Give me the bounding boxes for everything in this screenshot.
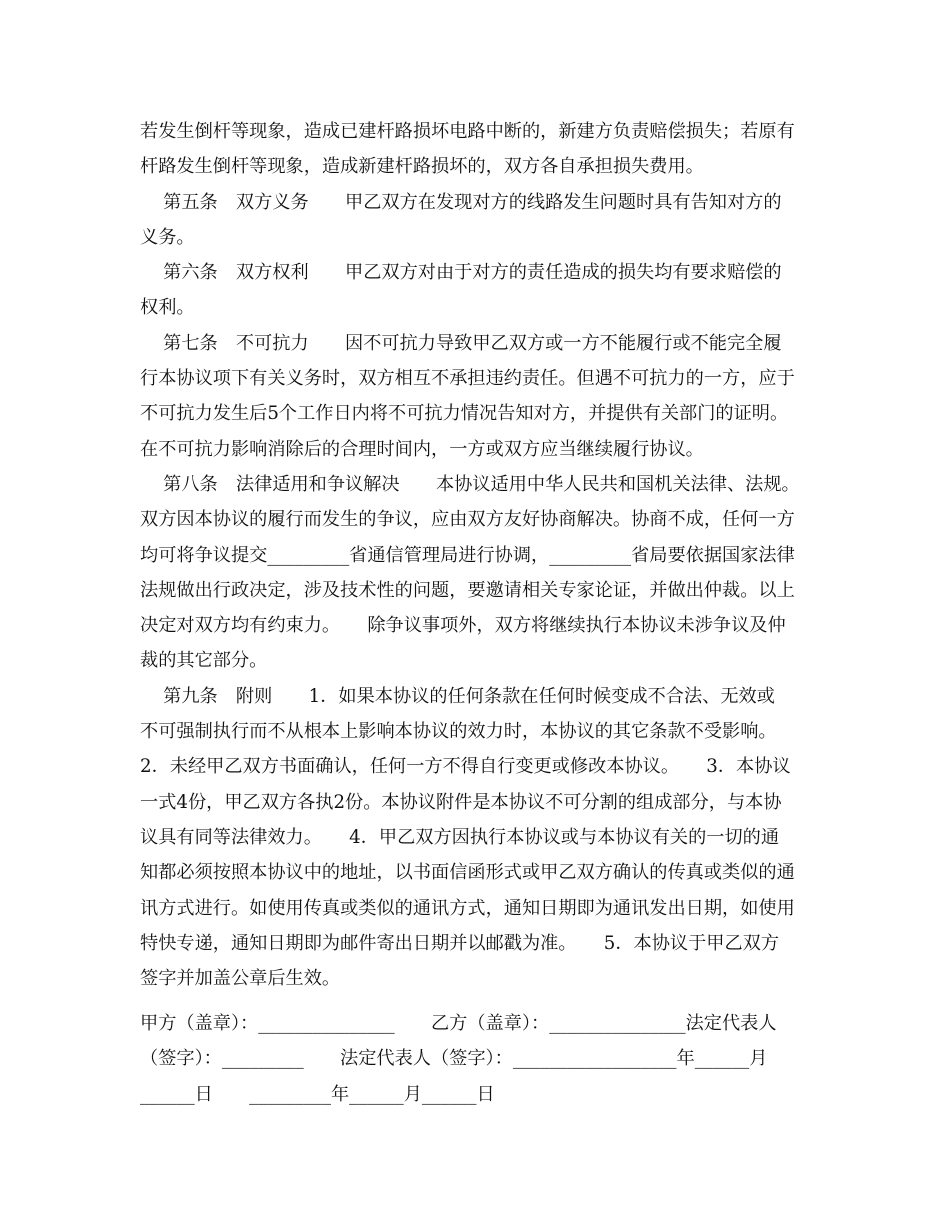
body-line: 法规做出行政决定，涉及技术性的问题，要邀请相关专家论证，并做出仲裁。以上 bbox=[140, 579, 795, 601]
body-line: 知都必须按照本协议中的地址，以书面信函形式或甲乙双方确认的传真或类似的通 bbox=[140, 862, 795, 884]
body-line: 2．未经甲乙双方书面确认，任何一方不得自行变更或修改本协议。 3．本协议 bbox=[140, 756, 791, 778]
body-line: 不可抗力发生后5个工作日内将不可抗力情况告知对方，并提供有关部门的证明。 bbox=[140, 403, 789, 425]
body-line: 均可将争议提交_________省通信管理局进行协调，_________省局要依据国家法律 bbox=[140, 544, 795, 566]
body-line: 若发生倒杆等现象，造成已建杆路损坏电路中断的，新建方负责赔偿损失；若原有 bbox=[140, 121, 795, 142]
body-line: 权利。 bbox=[140, 297, 195, 319]
body-line: 双方因本协议的履行而发生的争议，应由双方友好协商解决。协商不成，任何一方 bbox=[140, 509, 795, 531]
body-line: 议具有同等法律效力。 4．甲乙双方因执行本协议或与本协议有关的一切的通 bbox=[140, 826, 780, 848]
article-6-line: 第六条 双方权利 甲乙双方对由于对方的责任造成的损失均有要求赔偿的 bbox=[140, 262, 782, 284]
body-line: 裁的其它部分。 bbox=[140, 650, 268, 672]
signature-block bbox=[140, 1006, 830, 1112]
article-7-line: 第七条 不可抗力 因不可抗力导致甲乙双方或一方不能履行或不能完全履 bbox=[140, 332, 782, 354]
body-line: 决定对双方均有约束力。 除争议事项外，双方将继续执行本协议未涉争议及仲 bbox=[140, 615, 786, 637]
article-9-line: 第九条 附则 1．如果本协议的任何条款在任何时候变成不合法、无效或 bbox=[140, 685, 775, 707]
body-line: 在不可抗力影响消除后的合理时间内，一方或双方应当继续履行协议。 bbox=[140, 438, 704, 460]
article-5-line: 第五条 双方义务 甲乙双方在发现对方的线路发生问题时具有告知对方的 bbox=[140, 191, 782, 213]
body-line: 讯方式进行。如使用传真或类似的通讯方式，通知日期即为通讯发出日期，如使用 bbox=[140, 897, 795, 919]
body-line: 不可强制执行而不从根本上影响本协议的效力时，本协议的其它条款不受影响。 bbox=[140, 721, 777, 743]
article-8-line: 第八条 法律适用和争议解决 本协议适用中华人民共和国机关法律、法规。 bbox=[140, 473, 800, 495]
body-line: 行本协议项下有关义务时，双方相互不承担违约责任。但遇不可抗力的一方，应于 bbox=[140, 368, 795, 390]
body-line: 签字并加盖公章后生效。 bbox=[140, 968, 341, 990]
agreement-body bbox=[140, 114, 820, 996]
body-line: 义务。 bbox=[140, 226, 195, 248]
body-line: 一式4份，甲乙双方各执2份。本协议附件是本协议不可分割的组成部分，与本协 bbox=[140, 791, 782, 813]
signature-line: ______日 _________年______月______日 bbox=[140, 1083, 495, 1105]
signature-line: 甲方（盖章）：_______________ 乙方（盖章）：_______________法定代表人 bbox=[140, 1013, 777, 1034]
signature-line: （签字）：_________ 法定代表人（签字）：__________________年______月 bbox=[140, 1048, 768, 1070]
body-line: 特快专递，通知日期即为邮件寄出日期并以邮戳为准。 5．本协议于甲乙双方 bbox=[140, 932, 780, 954]
body-line: 杆路发生倒杆等现象，造成新建杆路损坏的，双方各自承担损失费用。 bbox=[140, 156, 704, 178]
